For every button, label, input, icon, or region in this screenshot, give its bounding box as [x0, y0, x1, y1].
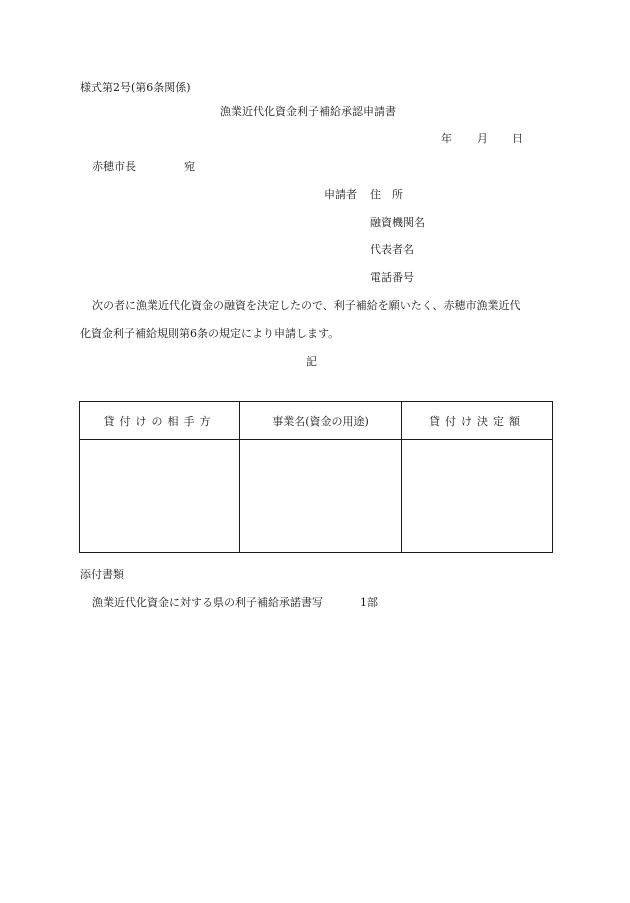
date-month-label: 月: [477, 132, 488, 145]
table-header-row: [80, 402, 553, 440]
body-text-line-2: 化資金利子補給規則第6条の規定により申請します。: [80, 327, 340, 340]
header-loan-amount: 貸付け決定額: [402, 402, 553, 440]
date-year-label: 年: [441, 132, 452, 145]
attachment-item: 漁業近代化資金に対する県の利子補給承諾書写: [92, 596, 323, 609]
representative-name-label: 代表者名: [370, 243, 414, 256]
cell-borrower[interactable]: [80, 440, 240, 553]
date-day-label: 日: [512, 132, 523, 145]
applicant-label: 申請者: [324, 188, 357, 201]
cell-business-name[interactable]: [240, 440, 402, 553]
recipient-name: 赤穂市長: [92, 160, 136, 173]
loan-table: [79, 401, 553, 553]
header-borrower: 貸付けの相手方: [80, 402, 240, 440]
table-row: [80, 440, 553, 553]
attachments-heading: 添付書類: [80, 568, 124, 581]
body-text-line-1: 次の者に漁業近代化資金の融資を決定したので、利子補給を願いたく、赤穂市漁業近代: [92, 299, 521, 312]
form-number: 様式第2号(第6条関係): [80, 81, 191, 94]
phone-number-label: 電話番号: [370, 271, 414, 284]
address-label: 住 所: [370, 188, 403, 201]
attachment-copies: 1部: [360, 596, 378, 609]
header-business-name: 事業名(資金の用途): [240, 402, 402, 440]
document-title: 漁業近代化資金利子補給承認申請書: [220, 105, 396, 118]
institution-name-label: 融資機関名: [370, 216, 425, 229]
recipient-suffix: 宛: [184, 160, 195, 173]
cell-loan-amount[interactable]: [402, 440, 553, 553]
ki-mark: 記: [306, 355, 317, 368]
